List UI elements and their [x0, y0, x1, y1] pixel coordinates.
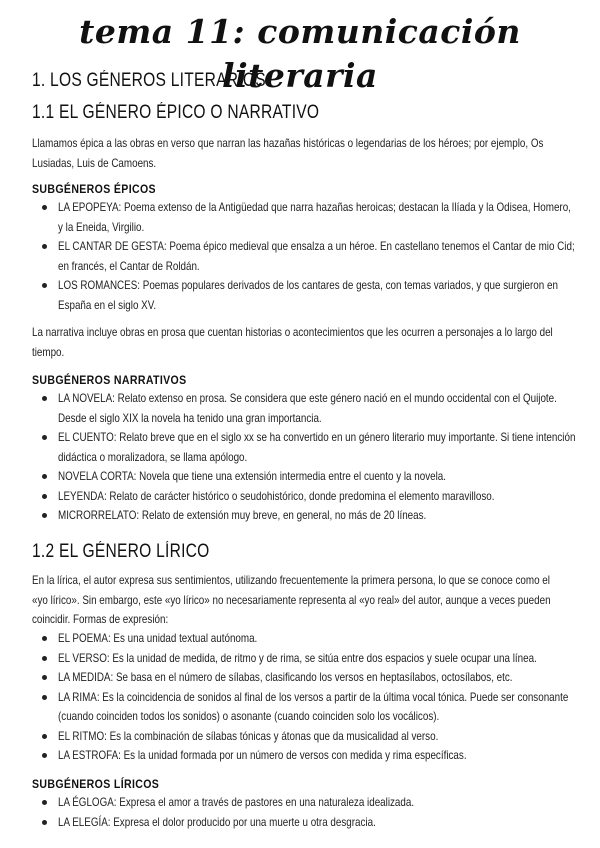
list-item: LA ESTROFA: Es la unidad formada por un número de versos con medida y rima específicas.: [42, 746, 600, 766]
subheading-epic: SUBGÉNEROS ÉPICOS: [32, 182, 156, 196]
list-item: LA RIMA: Es la coincidencia de sonidos al final de los versos a partir de la última vocal tónica. Puede ser consonante (cuando coinciden todos los sonidos) o asonante (cuando coinciden solo los vocálicos).: [42, 688, 600, 727]
bullet-icon: [42, 474, 47, 479]
bullet-icon: [42, 800, 47, 805]
bullet-icon: [42, 656, 47, 661]
bullet-icon: [42, 435, 47, 440]
bullet-icon: [42, 734, 47, 739]
bullet-icon: [42, 753, 47, 758]
lyric-forms-list: [42, 629, 600, 766]
section-heading-generos: 1. LOS GÉNEROS LITERARIOS: [32, 70, 266, 91]
list-item: LA NOVELA: Relato extenso en prosa. Se considera que este género nació en el mundo occidental con el Quijote. Desde el siglo XIX la novela ha tenido una gran importancia.: [42, 389, 600, 428]
epic-subgenres-list: [42, 198, 600, 315]
bullet-icon: [42, 820, 47, 825]
section-heading-epico: 1.1 EL GÉNERO ÉPICO O NARRATIVO: [32, 102, 320, 123]
page-title: tema 11: comunicación literaria: [79, 12, 521, 95]
bullet-icon: [42, 283, 47, 288]
subheading-lyric: SUBGÉNEROS LÍRICOS: [32, 777, 160, 791]
list-item: LA ÉGLOGA: Expresa el amor a través de pastores en una naturaleza idealizada.: [42, 793, 600, 813]
narrative-subgenres-list: [42, 389, 600, 526]
section-heading-lirico: 1.2 EL GÉNERO LÍRICO: [32, 541, 210, 562]
bullet-icon: [42, 675, 47, 680]
lyric-intro-paragraph: En la lírica, el autor expresa sus sentimientos, utilizando frecuentemente la primera persona, lo que se conoce como el «yo lírico». Sin embargo, este «yo lírico» no necesariamente representa al «yo real» del autor, aunque a veces pueden coincidir. Formas de expresión:: [32, 573, 551, 626]
list-item: EL POEMA: Es una unidad textual autónoma.: [42, 629, 600, 649]
list-item: NOVELA CORTA: Novela que tiene una extensión intermedia entre el cuento y la novela.: [42, 467, 600, 487]
bullet-icon: [42, 244, 47, 249]
bullet-icon: [42, 695, 47, 700]
list-item: MICRORRELATO: Relato de extensión muy breve, en general, no más de 20 líneas.: [42, 506, 600, 526]
narrative-intro-paragraph: La narrativa incluye obras en prosa que cuentan historias o acontecimientos que les ocurren a personajes a lo largo del tiempo.: [32, 325, 553, 359]
lyric-subgenres-list: [42, 793, 600, 832]
list-item: EL RITMO: Es la combinación de sílabas tónicas y átonas que da musicalidad al verso.: [42, 727, 600, 747]
epic-intro-paragraph: Llamamos épica a las obras en verso que narran las hazañas históricas o legendarias de los héroes; por ejemplo, Os Lusiadas, Luis de Camoens.: [32, 136, 544, 170]
bullet-icon: [42, 396, 47, 401]
list-item: EL VERSO: Es la unidad de medida, de ritmo y de rima, se sitúa entre dos espacios y suele ocupar una línea.: [42, 649, 600, 669]
list-item: LA EPOPEYA: Poema extenso de la Antigüedad que narra hazañas heroicas; destacan la Ilíada y la Odisea, Homero, y la Eneida, Virgilio.: [42, 198, 600, 237]
bullet-icon: [42, 205, 47, 210]
list-item: EL CUENTO: Relato breve que en el siglo xx se ha convertido en un género literario muy importante. Si tiene intención didáctica o moralizadora, se llama apólogo.: [42, 428, 600, 467]
list-item: LA ELEGÍA: Expresa el dolor producido por una muerte u otra desgracia.: [42, 813, 600, 833]
list-item: LA MEDIDA: Se basa en el número de sílabas, clasificando los versos en heptasílabos, octosílabos, etc.: [42, 668, 600, 688]
bullet-icon: [42, 513, 47, 518]
subheading-narrative: SUBGÉNEROS NARRATIVOS: [32, 373, 187, 387]
list-item: EL CANTAR DE GESTA: Poema épico medieval que ensalza a un héroe. En castellano tenemos el Cantar de mio Cid; en francés, el Cantar de Roldán.: [42, 237, 600, 276]
list-item: LEYENDA: Relato de carácter histórico o seudohistórico, donde predomina el elemento maravilloso.: [42, 487, 600, 507]
list-item: LOS ROMANCES: Poemas populares derivados de los cantares de gesta, con temas variados, y que surgieron en España en el siglo XV.: [42, 276, 600, 315]
bullet-icon: [42, 636, 47, 641]
bullet-icon: [42, 494, 47, 499]
